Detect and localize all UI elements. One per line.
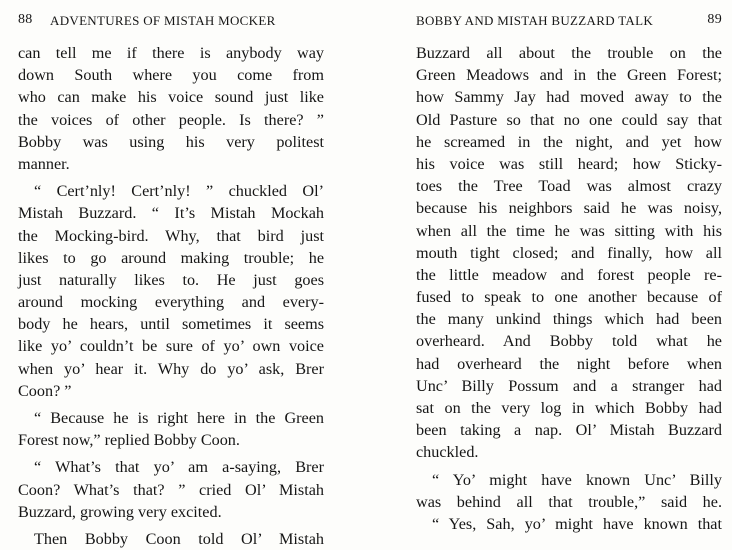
right-page-text xyxy=(416,42,722,535)
text-line: Mistah Buzzard. “ It’s Mistah Mockah xyxy=(18,204,324,223)
text-line: like yo’ couldn’t be sure of yo’ own voice xyxy=(18,337,324,356)
text-line: the little meadow and forest people re- xyxy=(416,265,722,284)
text-line: Bobby was using his very politest xyxy=(18,132,324,151)
right-page-number: 89 xyxy=(707,12,722,27)
left-page-text xyxy=(18,42,324,550)
right-running-head xyxy=(416,12,722,30)
text-line: the Mocking-bird. Why, that bird just xyxy=(18,226,324,245)
text-line: Old Pasture so that no one could say that xyxy=(416,110,722,129)
text-line: when all the time he was sitting with his xyxy=(416,221,722,240)
text-line: body he hears, until sometimes it seems xyxy=(18,315,324,334)
text-line: manner. xyxy=(18,154,70,173)
left-page-number: 88 xyxy=(18,12,33,27)
text-line: “ Yes, Sah, yo’ might have known that xyxy=(432,514,722,533)
text-line: Unc’ Billy Possum and a stranger had xyxy=(416,376,722,395)
text-line: around mocking everything and every- xyxy=(18,293,324,312)
left-running-head xyxy=(18,12,324,30)
right-running-title: BOBBY AND MISTAH BUZZARD TALK xyxy=(416,13,654,28)
text-line: likes to go around making trouble; he xyxy=(18,248,324,267)
text-line: chuckled. xyxy=(416,443,479,462)
text-line: been taking a nap. Ol’ Mistah Buzzard xyxy=(416,421,722,440)
text-line: just naturally likes to. He just goes xyxy=(18,270,324,289)
text-line: Buzzard all about the trouble on the xyxy=(416,44,722,62)
text-line: mouth tight closed; and finally, how all xyxy=(416,243,722,262)
left-running-title: ADVENTURES OF MISTAH MOCKER xyxy=(50,13,276,28)
text-line: was behind all that trouble,” said he. xyxy=(416,492,722,511)
text-line: he screamed in the night, and yet how xyxy=(416,132,722,151)
text-line: can tell me if there is anybody way xyxy=(18,44,324,62)
text-line: Then Bobby Coon told Ol’ Mistah xyxy=(34,529,324,548)
text-line: the voices of other people. Is there? ” xyxy=(18,110,324,129)
text-line: when yo’ hear it. Why do yo’ ask, Brer xyxy=(18,359,324,378)
text-line: overheard. And Bobby told what he xyxy=(416,332,722,351)
text-line: Forest now,” replied Bobby Coon. xyxy=(18,431,240,450)
text-line: sat on the very log in which Bobby had xyxy=(416,399,722,417)
text-line: fused to speak to one another because of xyxy=(416,288,722,307)
text-line: Coon? What’s that? ” cried Ol’ Mistah xyxy=(18,480,324,499)
text-line: the many unkind things which had been xyxy=(416,310,722,329)
text-line: his voice was still heard; how Sticky- xyxy=(416,154,722,173)
text-line: “ Because he is right here in the Green xyxy=(34,409,324,427)
text-line: toes the Tree Toad was almost crazy xyxy=(416,177,722,196)
text-line: because his neighbors said he was noisy, xyxy=(416,199,722,218)
text-line: who can make his voice sound just like xyxy=(18,88,324,107)
text-line: Green Meadows and in the Green Forest; xyxy=(416,66,722,85)
text-line: “ What’s that yo’ am a-saying, Brer xyxy=(34,458,324,477)
text-line: Buzzard, growing very excited. xyxy=(18,502,222,521)
text-line: down South where you come from xyxy=(18,66,324,85)
text-line: “ Cert’nly! Cert’nly! ” chuckled Ol’ xyxy=(34,182,324,201)
text-line: “ Yo’ might have known Unc’ Billy xyxy=(432,470,722,489)
text-line: had overheard the night before when xyxy=(416,354,722,373)
text-line: how Sammy Jay had moved away to the xyxy=(416,88,722,107)
text-line: Coon? ” xyxy=(18,381,72,400)
